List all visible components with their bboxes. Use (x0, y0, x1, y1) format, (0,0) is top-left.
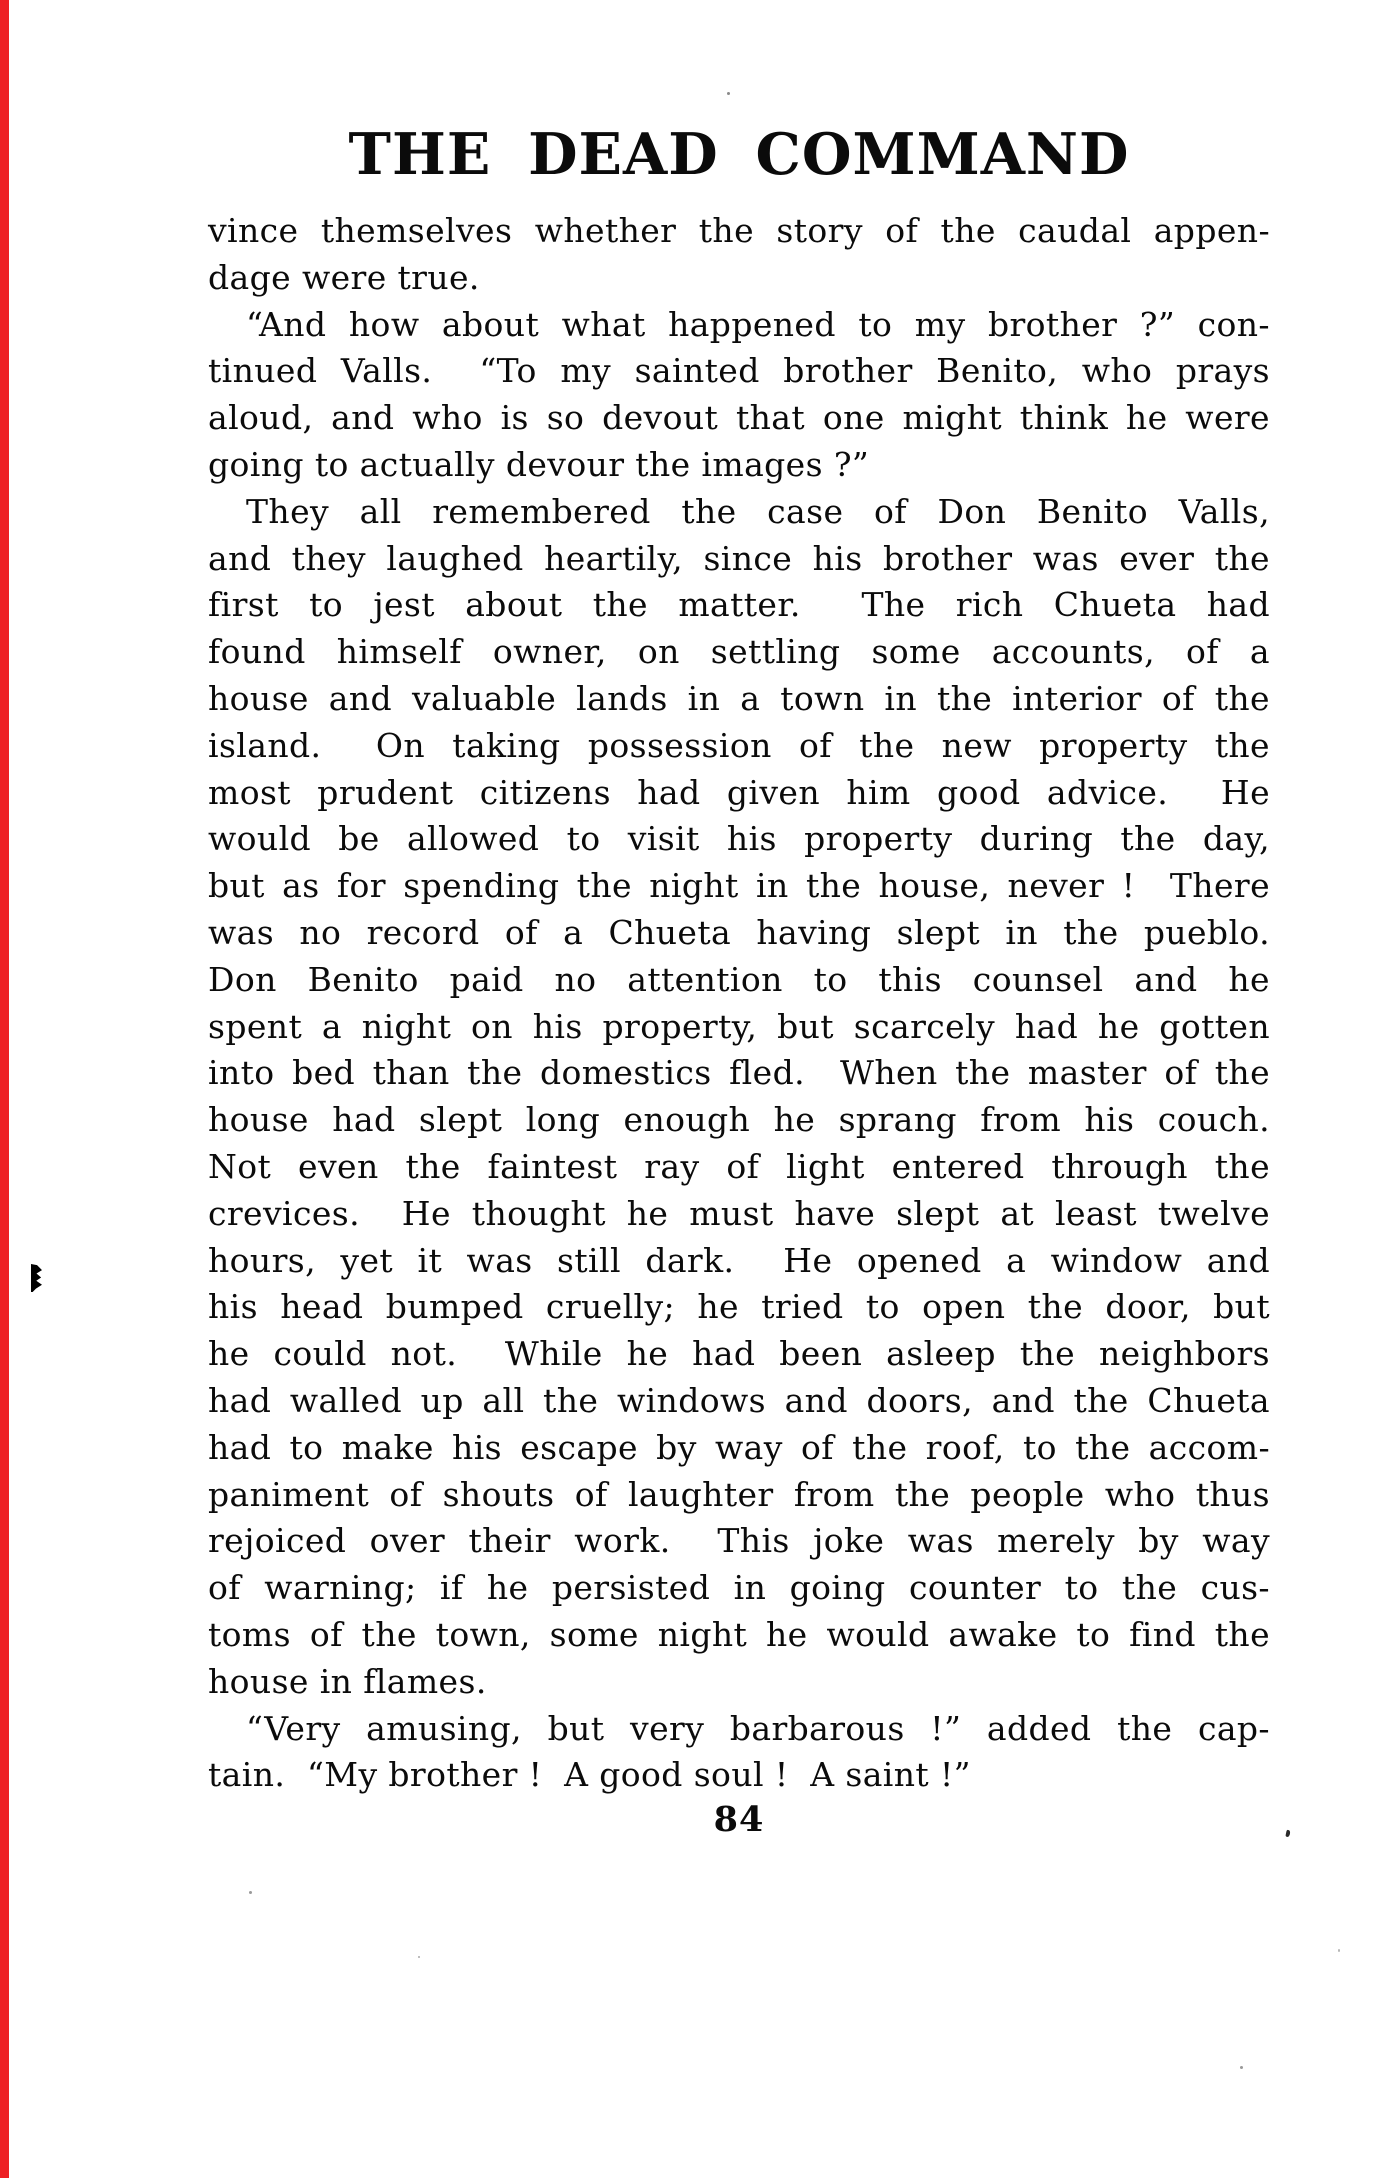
ink-speck (727, 92, 730, 95)
red-book-edge-strip (0, 0, 9, 2178)
text-line: house in flames. (208, 1661, 487, 1701)
text-line: tain. “My brother ! A good soul ! A saint !” (208, 1755, 971, 1795)
text-line: tinued Valls. “To my sainted brother Benito, who prays (208, 351, 1270, 391)
text-line: would be allowed to visit his property during the day, (208, 819, 1270, 859)
text-line: of warning; if he persisted in going counter to the cus- (208, 1568, 1270, 1608)
text-line: Don Benito paid no attention to this counsel and he (208, 959, 1270, 999)
text-line: found himself owner, on settling some accounts, of a (208, 632, 1270, 672)
text-line: house and valuable lands in a town in the interior of the (208, 678, 1270, 718)
text-line: “And how about what happened to my brother ?” con- (246, 304, 1270, 344)
text-line: had to make his escape by way of the roof, to the accom- (208, 1427, 1270, 1467)
ink-blot-mark (31, 1264, 42, 1292)
text-line: into bed than the domestics fled. When the master of the (208, 1053, 1270, 1093)
text-line: They all remembered the case of Don Benito Valls, (246, 491, 1270, 531)
text-line: Not even the faintest ray of light entered through the (208, 1146, 1270, 1186)
ink-speck (1285, 1830, 1290, 1838)
text-line: island. On taking possession of the new property the (208, 725, 1270, 765)
ink-speck (249, 1891, 252, 1894)
text-line: his head bumped cruelly; he tried to open the door, but (208, 1287, 1270, 1327)
text-line: paniment of shouts of laughter from the people who thus (208, 1474, 1270, 1514)
text-line: was no record of a Chueta having slept in the pueblo. (208, 912, 1270, 952)
text-line: vince themselves whether the story of the caudal appen- (208, 211, 1270, 250)
text-line: most prudent citizens had given him good advice. He (208, 772, 1270, 812)
text-line: house had slept long enough he sprang from his couch. (208, 1100, 1270, 1140)
ink-speck (1240, 2066, 1243, 2069)
text-line: had walled up all the windows and doors, and the Chueta (208, 1380, 1270, 1420)
text-line: going to actually devour the images ?” (208, 444, 870, 484)
text-line: dage were true. (208, 257, 480, 297)
body-text (208, 208, 1270, 1799)
text-line: he could not. While he had been asleep the neighbors (208, 1334, 1270, 1374)
text-line: rejoiced over their work. This joke was merely by way (208, 1521, 1270, 1561)
text-line: crevices. He thought he must have slept at least twelve (208, 1193, 1270, 1233)
text-line: “Very amusing, but very barbarous !” added the cap- (246, 1708, 1270, 1748)
text-line: aloud, and who is so devout that one might think he were (208, 398, 1270, 438)
text-line: spent a night on his property, but scarcely had he gotten (208, 1006, 1270, 1046)
text-line: but as for spending the night in the house, never ! There (208, 866, 1270, 906)
page-number: 84 (713, 1799, 765, 1840)
text-line: toms of the town, some night he would awake to find the (208, 1614, 1270, 1654)
text-line: first to jest about the matter. The rich Chueta had (208, 585, 1270, 625)
ink-speck (1338, 1949, 1340, 1952)
text-line: hours, yet it was still dark. He opened a window and (208, 1240, 1270, 1280)
ink-speck (418, 1956, 420, 1958)
running-head-title: THE DEAD COMMAND (348, 121, 1130, 188)
text-line: and they laughed heartily, since his brother was ever the (208, 538, 1270, 578)
